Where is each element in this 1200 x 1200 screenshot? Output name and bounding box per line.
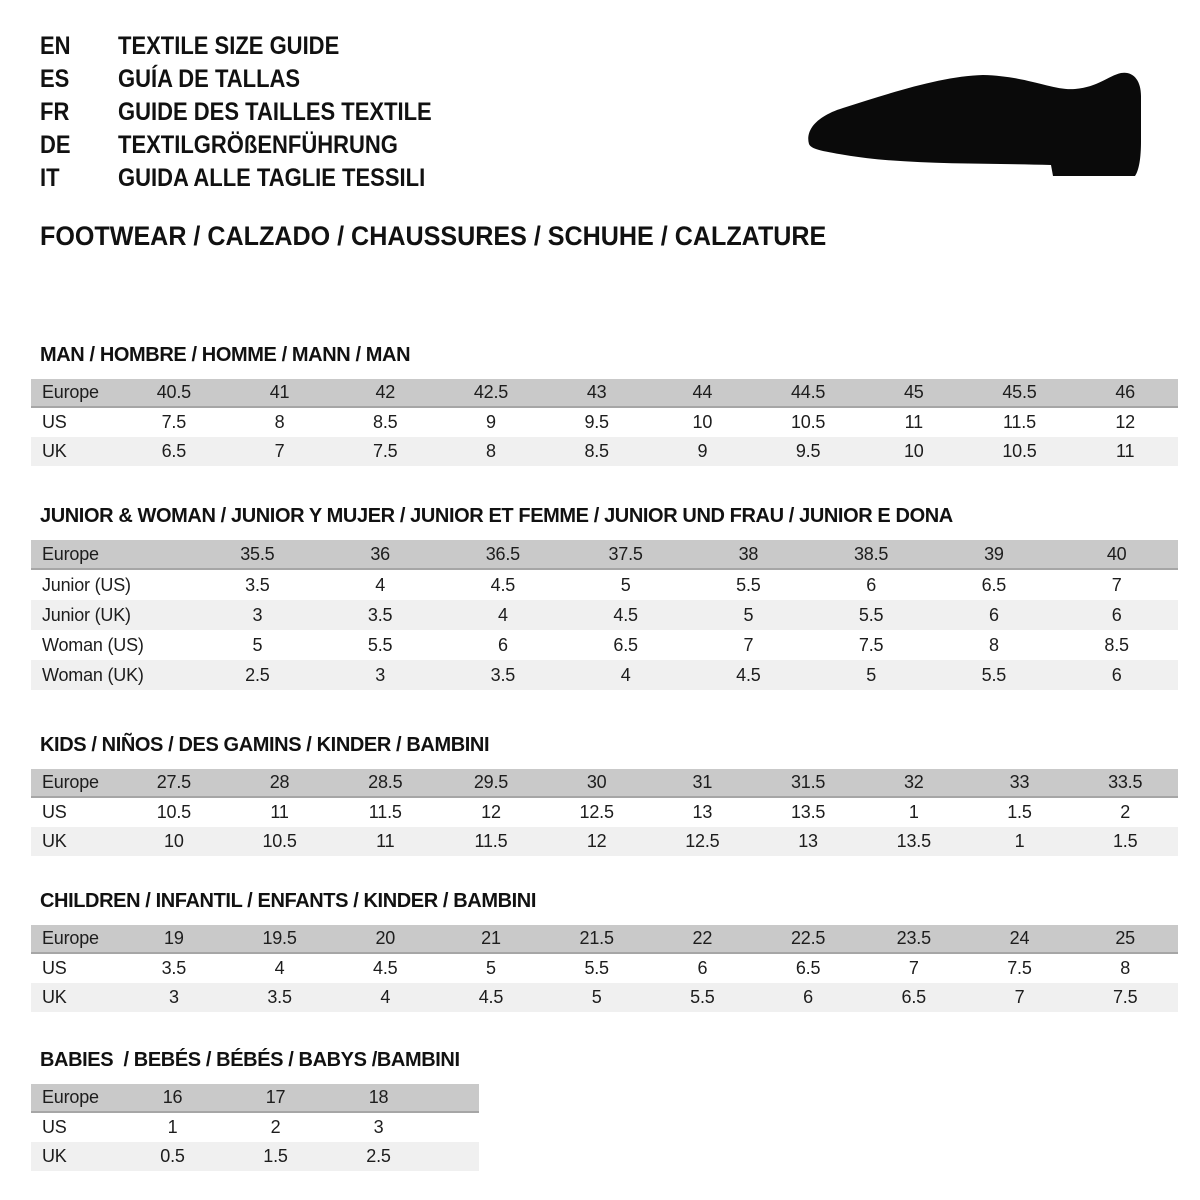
section-man xyxy=(31,345,1178,466)
size-cell: 11.5 xyxy=(368,802,402,822)
size-cell: 5 xyxy=(866,664,877,685)
language-code: EN xyxy=(40,32,71,60)
row-label: UK xyxy=(42,987,67,1007)
size-cell: 4.5 xyxy=(613,604,638,625)
size-cell: 7.5 xyxy=(373,441,398,461)
size-cell: 4 xyxy=(620,664,631,685)
size-cell: 1 xyxy=(908,802,919,822)
size-cell: 8 xyxy=(274,412,285,432)
size-cell: 7.5 xyxy=(1007,958,1032,978)
table-row xyxy=(31,630,1178,660)
section-title-kids: KIDS / NIÑOS / DES GAMINS / KINDER / BAMBINI xyxy=(40,734,490,756)
size-cell: 12.5 xyxy=(579,802,614,822)
size-cell: 11 xyxy=(1116,441,1135,461)
size-cell: 6 xyxy=(697,958,708,978)
row-label: UK xyxy=(42,441,67,461)
size-cell: 13 xyxy=(692,802,713,822)
size-cell: 2.5 xyxy=(245,664,270,685)
size-cell: 31 xyxy=(692,772,713,792)
size-cell: 35.5 xyxy=(240,543,275,564)
size-cell: 7.5 xyxy=(1112,987,1138,1007)
size-cell: 6.5 xyxy=(981,574,1007,595)
size-cell: 23.5 xyxy=(896,928,931,948)
guide-title-de: TEXTILGRÖßENFÜHRUNG xyxy=(118,131,398,159)
row-label: Europe xyxy=(42,772,99,792)
size-cell: 3 xyxy=(168,987,179,1007)
row-label: Woman (UK) xyxy=(42,664,144,685)
section-babies xyxy=(31,1050,479,1171)
category-heading: FOOTWEAR / CALZADO / CHAUSSURES / SCHUHE / CALZATURE xyxy=(40,221,827,251)
size-cell: 13.5 xyxy=(896,831,931,851)
row-label: Europe xyxy=(42,1087,99,1107)
table-row xyxy=(31,570,1178,600)
row-label: Europe xyxy=(42,543,99,564)
guide-title-fr: GUIDE DES TAILLES TEXTILE xyxy=(118,98,432,126)
size-cell: 6 xyxy=(1111,664,1122,685)
guide-title-es: GUÍA DE TALLAS xyxy=(118,65,301,93)
size-cell: 36.5 xyxy=(485,543,520,564)
table-header-row xyxy=(31,540,1178,570)
size-cell: 12 xyxy=(586,831,607,851)
size-cell: 10.5 xyxy=(262,831,297,851)
size-cell: 3.5 xyxy=(490,664,516,685)
size-cell: 5.5 xyxy=(584,958,609,978)
size-cell: 46 xyxy=(1115,382,1135,402)
man-size-table xyxy=(31,379,1178,466)
size-cell: 5 xyxy=(743,604,754,625)
table-row xyxy=(31,1113,479,1142)
size-cell: 40 xyxy=(1106,543,1127,564)
size-cell: 5 xyxy=(486,958,496,978)
children-size-table xyxy=(31,925,1178,1012)
size-cell: 6 xyxy=(866,574,877,595)
size-cell: 1.5 xyxy=(263,1146,288,1166)
size-cell: 30 xyxy=(586,772,607,792)
size-cell: 4 xyxy=(380,987,391,1007)
size-cell: 5.5 xyxy=(736,574,761,595)
size-cell: 1.5 xyxy=(1112,831,1138,851)
language-title-block xyxy=(40,30,475,195)
size-cell: 5 xyxy=(252,634,263,655)
size-cell: 7.5 xyxy=(161,412,187,432)
row-label: Woman (US) xyxy=(42,634,144,655)
size-cell: 5.5 xyxy=(690,987,715,1007)
size-cell: 45 xyxy=(903,382,924,402)
language-row-en xyxy=(40,30,475,63)
size-cell: 4.5 xyxy=(478,987,504,1007)
size-cell: 24 xyxy=(1009,928,1030,948)
size-cell: 8.5 xyxy=(373,412,398,432)
size-cell: 12 xyxy=(481,802,501,822)
size-cell: 21.5 xyxy=(579,928,614,948)
size-cell: 5 xyxy=(591,987,602,1007)
size-cell: 10 xyxy=(692,412,713,432)
size-cell: 9 xyxy=(697,441,708,461)
table-row xyxy=(31,954,1178,983)
size-cell: 4.5 xyxy=(490,574,516,595)
size-cell: 18 xyxy=(368,1087,389,1107)
size-cell: 38 xyxy=(738,543,759,564)
row-label: US xyxy=(42,412,67,432)
size-cell: 43 xyxy=(586,382,607,402)
row-label: Junior (UK) xyxy=(42,604,131,625)
size-cell: 5.5 xyxy=(367,634,393,655)
size-cell: 3.5 xyxy=(161,958,187,978)
row-label: Europe xyxy=(42,382,99,402)
size-cell: 36 xyxy=(370,543,390,564)
table-row xyxy=(31,983,1178,1012)
row-label: UK xyxy=(42,1146,67,1166)
size-cell: 9.5 xyxy=(584,412,609,432)
row-label: Junior (US) xyxy=(42,574,131,595)
size-cell: 10.5 xyxy=(156,802,191,822)
language-row-fr xyxy=(40,96,475,129)
size-cell: 28 xyxy=(269,772,290,792)
size-cell: 29.5 xyxy=(473,772,509,792)
size-cell: 11.5 xyxy=(474,831,508,851)
size-cell: 1 xyxy=(167,1117,178,1137)
size-cell: 13 xyxy=(798,831,818,851)
size-cell: 31.5 xyxy=(790,772,826,792)
size-cell: 3.5 xyxy=(267,987,292,1007)
section-kids xyxy=(31,735,1178,856)
size-cell: 11 xyxy=(904,412,923,432)
size-cell: 7.5 xyxy=(858,634,884,655)
row-label: US xyxy=(42,1117,67,1137)
size-cell: 3.5 xyxy=(245,574,270,595)
size-cell: 22.5 xyxy=(790,928,826,948)
size-cell: 10 xyxy=(903,441,924,461)
table-row xyxy=(31,408,1178,437)
size-cell: 1 xyxy=(1014,831,1025,851)
size-cell: 5.5 xyxy=(858,604,884,625)
guide-title-en: TEXTILE SIZE GUIDE xyxy=(118,32,340,60)
size-cell: 4 xyxy=(274,958,285,978)
size-cell: 11.5 xyxy=(1003,412,1036,432)
dress-shoe-icon xyxy=(803,66,1143,184)
size-cell: 32 xyxy=(903,772,924,792)
section-title-children: CHILDREN / INFANTIL / ENFANTS / KINDER / BAMBINI xyxy=(40,890,536,912)
size-cell: 42.5 xyxy=(473,382,509,402)
size-cell: 9.5 xyxy=(795,441,821,461)
size-cell: 3 xyxy=(373,1117,384,1137)
size-cell: 11 xyxy=(376,831,395,851)
size-cell: 8 xyxy=(1120,958,1131,978)
size-cell: 20 xyxy=(375,928,396,948)
size-cell: 4.5 xyxy=(736,664,761,685)
table-row xyxy=(31,660,1178,690)
size-cell: 22 xyxy=(692,928,713,948)
size-cell: 4.5 xyxy=(373,958,398,978)
size-cell: 40.5 xyxy=(156,382,191,402)
table-row xyxy=(31,437,1178,466)
section-title-man: MAN / HOMBRE / HOMME / MANN / MAN xyxy=(40,344,411,366)
babies-size-table xyxy=(31,1084,479,1171)
language-code: FR xyxy=(40,98,70,126)
size-cell: 10.5 xyxy=(1002,441,1037,461)
language-row-de xyxy=(40,129,475,162)
size-cell: 8 xyxy=(988,634,999,655)
row-label: US xyxy=(42,958,67,978)
size-cell: 12.5 xyxy=(685,831,720,851)
size-cell: 6.5 xyxy=(795,958,821,978)
section-children xyxy=(31,891,1178,1012)
table-row xyxy=(31,798,1178,827)
size-cell: 7 xyxy=(1111,574,1122,595)
size-cell: 2 xyxy=(270,1117,281,1137)
size-cell: 7 xyxy=(274,441,285,461)
table-header-row xyxy=(31,925,1178,954)
size-cell: 4 xyxy=(375,574,386,595)
size-cell: 28.5 xyxy=(368,772,403,792)
table-header-row xyxy=(31,1084,479,1113)
table-row xyxy=(31,1142,479,1171)
language-code: DE xyxy=(40,131,71,159)
table-row xyxy=(31,827,1178,856)
size-cell: 10.5 xyxy=(790,412,826,432)
size-cell: 2 xyxy=(1120,802,1131,822)
size-cell: 33 xyxy=(1009,772,1030,792)
size-cell: 0.5 xyxy=(160,1146,185,1166)
table-header-row xyxy=(31,379,1178,408)
junior-woman-size-table xyxy=(31,540,1178,690)
size-cell: 37.5 xyxy=(608,543,643,564)
guide-title-it: GUIDA ALLE TAGLIE TESSILI xyxy=(118,164,426,192)
section-title-babies: BABIES / BEBÉS / BÉBÉS / BABYS /BAMBINI xyxy=(40,1049,460,1071)
size-cell: 44.5 xyxy=(790,382,826,402)
size-cell: 3.5 xyxy=(367,604,393,625)
size-cell: 8.5 xyxy=(584,441,609,461)
language-row-it xyxy=(40,162,475,195)
size-cell: 7 xyxy=(1014,987,1025,1007)
size-cell: 6 xyxy=(1111,604,1122,625)
size-cell: 25 xyxy=(1115,928,1135,948)
size-cell: 6 xyxy=(803,987,813,1007)
table-header-row xyxy=(31,769,1178,798)
size-cell: 12 xyxy=(1115,412,1135,432)
size-cell: 38.5 xyxy=(854,543,889,564)
size-cell: 44 xyxy=(692,382,713,402)
language-code: ES xyxy=(40,65,70,93)
size-cell: 13.5 xyxy=(790,802,826,822)
size-cell: 1.5 xyxy=(1007,802,1032,822)
size-cell: 6.5 xyxy=(613,634,638,655)
size-cell: 3 xyxy=(252,604,263,625)
size-cell: 6 xyxy=(988,604,999,625)
size-cell: 19 xyxy=(164,928,184,948)
size-cell: 6.5 xyxy=(161,441,187,461)
size-cell: 27.5 xyxy=(156,772,191,792)
size-cell: 9 xyxy=(486,412,496,432)
size-cell: 2.5 xyxy=(366,1146,391,1166)
language-code: IT xyxy=(40,164,60,192)
size-cell: 16 xyxy=(162,1087,183,1107)
size-cell: 5 xyxy=(620,574,631,595)
size-cell: 7 xyxy=(908,958,919,978)
size-cell: 6.5 xyxy=(901,987,926,1007)
size-cell: 3 xyxy=(375,664,386,685)
size-cell: 7 xyxy=(743,634,754,655)
size-cell: 42 xyxy=(375,382,396,402)
row-label: UK xyxy=(42,831,67,851)
size-cell: 10 xyxy=(164,831,184,851)
row-label: Europe xyxy=(42,928,99,948)
language-row-es xyxy=(40,63,475,96)
size-cell: 21 xyxy=(481,928,501,948)
size-cell: 45.5 xyxy=(1002,382,1037,402)
size-cell: 4 xyxy=(497,604,508,625)
size-cell: 41 xyxy=(269,382,290,402)
section-title-junior-woman: JUNIOR & WOMAN / JUNIOR Y MUJER / JUNIOR ET FEMME / JUNIOR UND FRAU / JUNIOR E DONA xyxy=(40,505,953,527)
size-cell: 17 xyxy=(265,1087,286,1107)
size-cell: 8 xyxy=(486,441,496,461)
kids-size-table xyxy=(31,769,1178,856)
row-label: US xyxy=(42,802,67,822)
section-junior-woman xyxy=(31,506,1178,690)
size-cell: 11 xyxy=(270,802,289,822)
size-cell: 33.5 xyxy=(1108,772,1143,792)
size-cell: 6 xyxy=(497,634,508,655)
size-cell: 8.5 xyxy=(1104,634,1129,655)
table-row xyxy=(31,600,1178,630)
size-cell: 19.5 xyxy=(262,928,297,948)
size-cell: 39 xyxy=(984,543,1004,564)
size-cell: 5.5 xyxy=(981,664,1007,685)
